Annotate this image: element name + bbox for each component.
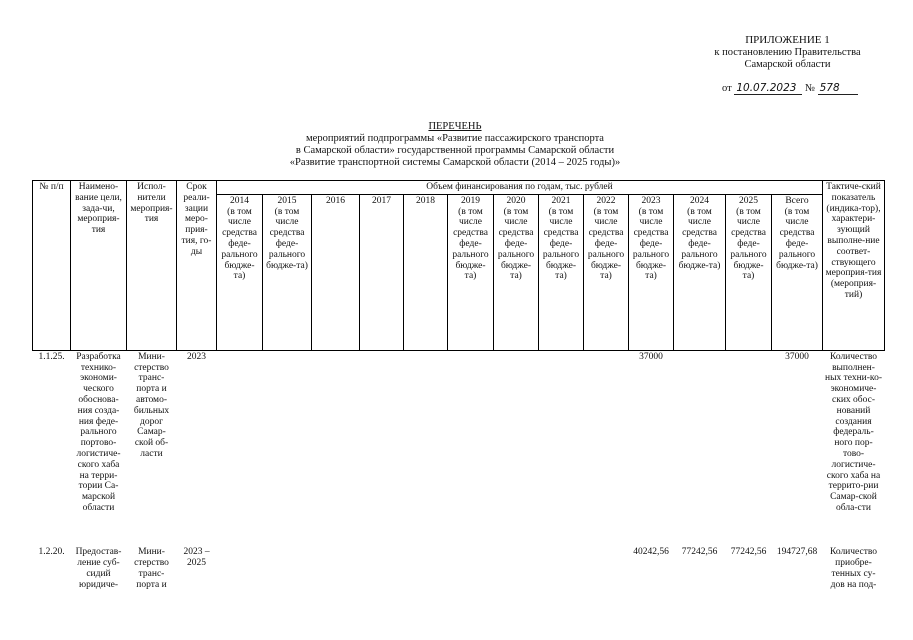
row-executor: Мини-стерство транс-порта и — [134, 547, 169, 590]
row-value-2014 — [217, 350, 263, 546]
row-value-2022 — [584, 350, 629, 546]
row-value-2016 — [312, 350, 360, 546]
row-name: Предостав-ление суб-сидий юридиче- — [75, 547, 122, 590]
header-year-2022: 2022 (в том числе средства феде-рального бюдже-та) — [584, 194, 629, 350]
header-year-2017: 2017 — [360, 194, 404, 350]
row-value-2023: 37000 — [639, 351, 663, 362]
row-name: Разработка технико-экономи-ческого обоснова-ния созда-ния феде-рального портово-логистиче-ского хаба на терри-тории Са-марской области — [76, 351, 121, 513]
header-year-2023: 2023 (в том числе средства феде-рального бюдже-та) — [629, 194, 674, 350]
resolution-reference — [722, 82, 858, 95]
row-value-2024: 77242,56 — [681, 547, 718, 558]
title-line-2: мероприятий подпрограммы «Развитие пассажирского транспорта — [306, 133, 604, 144]
header-year-2019: 2019 (в том числе средства феде-рального бюдже-та) — [448, 194, 494, 350]
title-main: ПЕРЕЧЕНЬ — [428, 121, 482, 132]
row-term: 2023 — [187, 351, 206, 362]
header-funding-group: Объем финансирования по годам, тыс. рублей — [217, 181, 823, 195]
appendix-line-2: к постановлению Правительства — [714, 46, 861, 58]
header-indicator: Тактиче-ский показатель (индика-тор), характери-зующий выполне-ние соответ-ствующего мероприя-тия (мероприя-тий) — [823, 181, 885, 351]
resolution-date: 10.07.2023 — [734, 82, 802, 95]
row-value-total: 194727,68 — [776, 547, 818, 558]
activities-table — [32, 180, 885, 591]
header-year-2025: 2025 (в том числе средства феде-рального бюдже-та) — [726, 194, 772, 350]
row-value-total: 37000 — [785, 351, 809, 362]
header-term: Срок реали-зации меро-прия-тия, го-ды — [177, 181, 217, 351]
appendix-line-3: Самарской области — [744, 59, 831, 70]
row-value-2018 — [404, 350, 448, 546]
header-year-2016: 2016 — [312, 194, 360, 350]
row-value-2019 — [448, 350, 494, 546]
row-value-2017 — [360, 546, 404, 591]
header-year-2020: 2020 (в том числе средства феде-рального бюдже-та) — [494, 194, 539, 350]
header-year-2018: 2018 — [404, 194, 448, 350]
row-value-2014 — [217, 546, 263, 591]
row-value-2018 — [404, 546, 448, 591]
row-value-2016 — [312, 546, 360, 591]
header-total: Всего (в том числе средства феде-рального бюдже-та) — [772, 194, 823, 350]
header-year-2014: 2014 (в том числе средства феде-рального бюдже-та) — [217, 194, 263, 350]
row-value-2020 — [494, 350, 539, 546]
table-row — [33, 350, 885, 546]
from-label: от — [722, 83, 732, 94]
row-num: 1.2.20. — [38, 547, 65, 558]
row-value-2021 — [539, 350, 584, 546]
header-year-2015: 2015 (в том числе средства феде-рального бюдже-та) — [263, 194, 312, 350]
row-value-2019 — [448, 546, 494, 591]
row-value-2024 — [674, 350, 726, 546]
title-line-3: в Самарской области» государственной программы Самарской области — [295, 145, 615, 156]
row-term: 2023 – 2025 — [183, 547, 210, 569]
number-label: № — [804, 83, 815, 94]
resolution-number: 578 — [818, 82, 858, 95]
row-value-2015 — [263, 350, 312, 546]
document-title — [170, 121, 740, 169]
row-value-2017 — [360, 350, 404, 546]
header-row-1 — [33, 181, 885, 195]
header-num: № п/п — [33, 181, 71, 351]
header-year-2024: 2024 (в том числе средства феде-рального бюдже-та) — [674, 194, 726, 350]
row-value-2021 — [539, 546, 584, 591]
row-value-2022 — [584, 546, 629, 591]
header-name: Наимено-вание цели, зада-чи, мероприя-тия — [71, 181, 127, 351]
row-indicator: Количество выполнен-ных техни-ко-экономиче-ских обос-нований создания федераль-ного пор-тово-логистиче-ского хаба на террито-рии Самар-ской обла-сти — [825, 351, 882, 513]
row-value-2015 — [263, 546, 312, 591]
row-value-2020 — [494, 546, 539, 591]
row-value-2023: 40242,56 — [633, 547, 669, 558]
row-value-2025 — [726, 350, 772, 546]
header-executor: Испол-нители мероприя-тия — [127, 181, 177, 351]
row-indicator: Количество приобре-тенных су-дов на под- — [829, 547, 878, 590]
appendix-header — [700, 34, 875, 72]
row-value-2025: 77242,56 — [730, 547, 767, 558]
appendix-title: ПРИЛОЖЕНИЕ 1 — [745, 34, 830, 46]
header-year-2021: 2021 (в том числе средства феде-рального бюдже-та) — [539, 194, 584, 350]
row-executor: Мини-стерство транс-порта и автомо-бильных дорог Самар-ской об-ласти — [133, 351, 170, 459]
title-line-4: «Развитие транспортной системы Самарской области (2014 – 2025 годы)» — [289, 157, 621, 168]
table-row — [33, 546, 885, 591]
row-num: 1.1.25. — [38, 351, 65, 362]
